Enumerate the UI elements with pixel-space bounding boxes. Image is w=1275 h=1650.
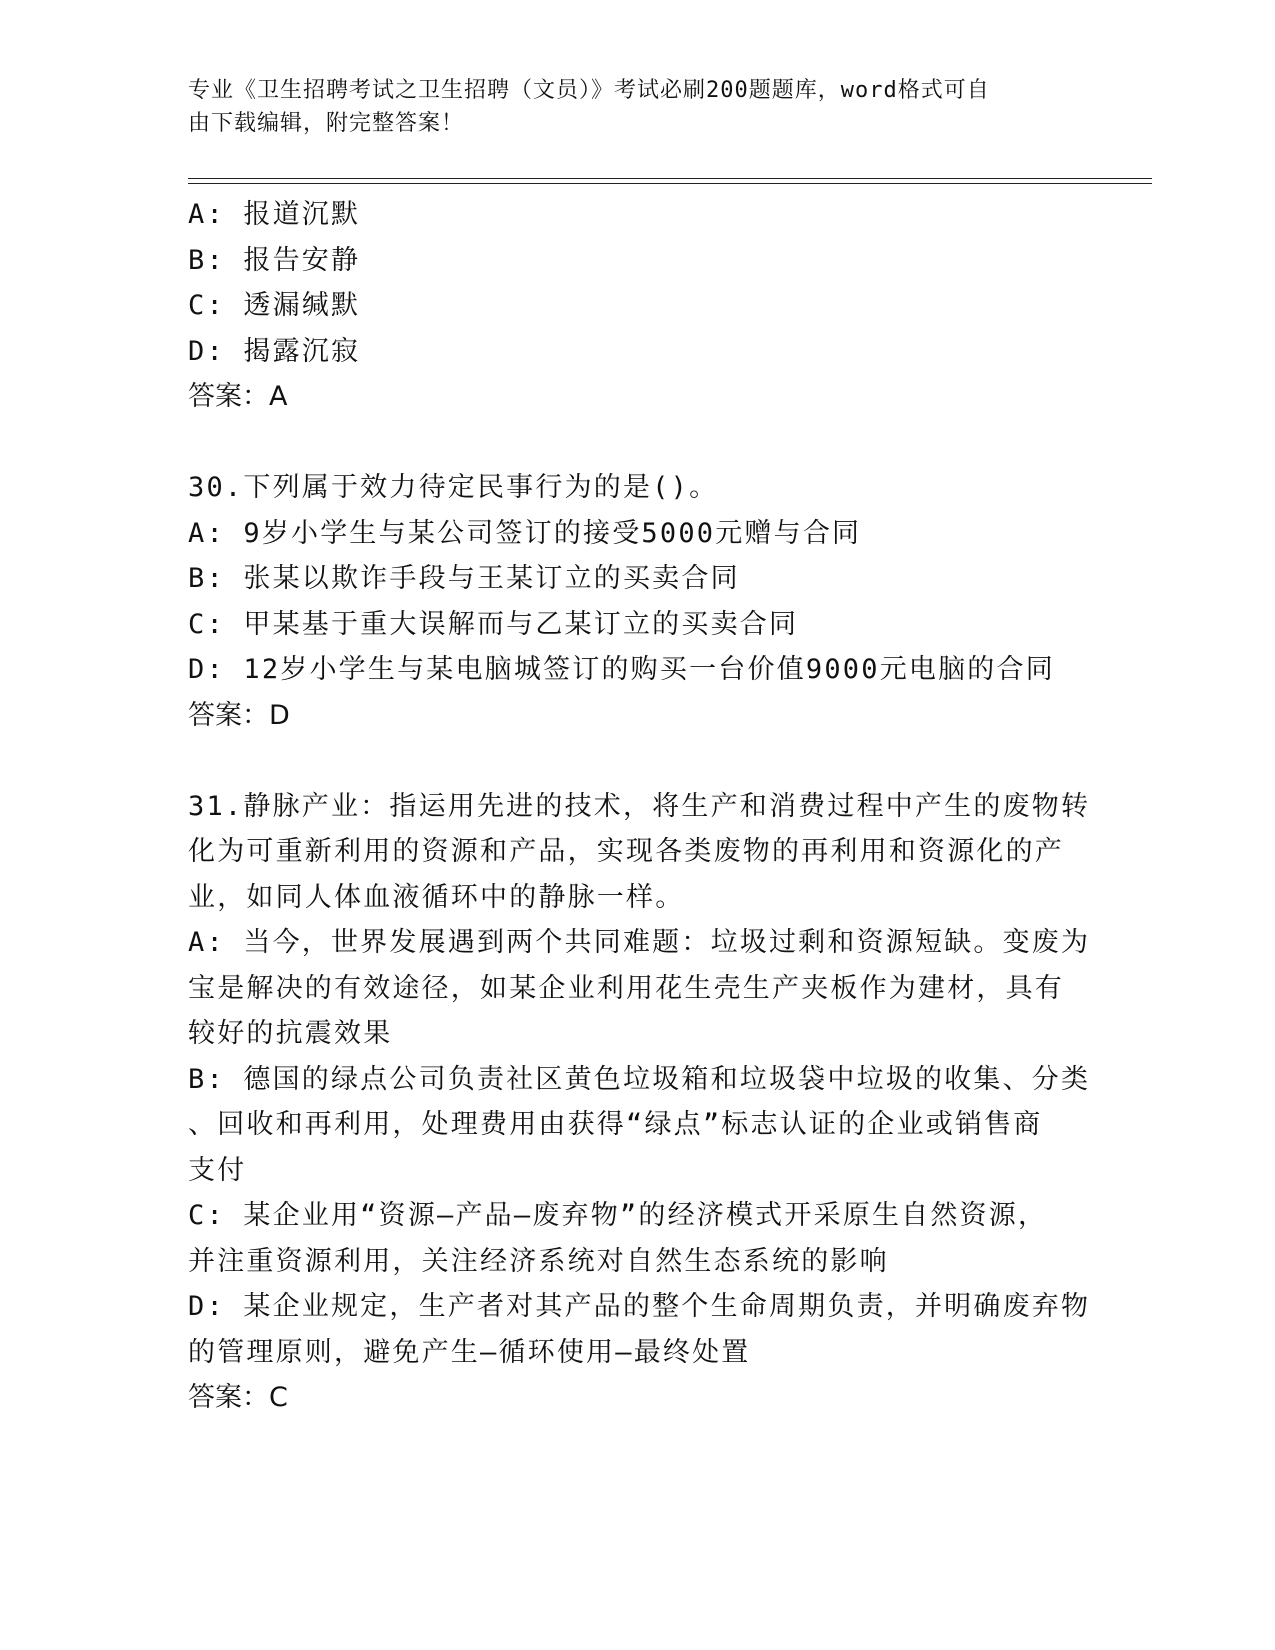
question-30 (188, 465, 1068, 738)
option-a-line: 宝是解决的有效途径，如某企业利用花生壳生产夹板作为建材，具有 (188, 972, 1064, 1004)
option-a: A: 9岁小学生与某公司签订的接受5000元赠与合同 (188, 517, 862, 549)
option-d: D: 12岁小学生与某电脑城签订的购买一台价值9000元电脑的合同 (188, 654, 1055, 685)
option-d-line: D: 某企业规定，生产者对其产品的整个生命周期负责，并明确废弃物 (188, 1291, 1091, 1322)
option-c: C: 透漏缄默 (188, 290, 361, 321)
option-b-line: 支付 (188, 1154, 247, 1186)
question-31 (188, 784, 1091, 1421)
question-stem: 30.下列属于效力待定民事行为的是()。 (188, 472, 719, 503)
header-line-1: 专业《卫生招聘考试之卫生招聘（文员）》考试必刷200题题库，word格式可自 (188, 78, 990, 103)
option-a-line: 较好的抗震效果 (188, 1018, 393, 1049)
option-b: B: 张某以欺诈手段与王某订立的买卖合同 (188, 563, 740, 594)
question-stem-line: 业，如同人体血液循环中的静脉一样。 (188, 881, 685, 913)
header-divider-bottom (188, 183, 1152, 184)
document-header (188, 74, 1068, 140)
option-b: B: 报告安静 (188, 244, 361, 276)
header-line-2: 由下载编辑，附完整答案！ (188, 111, 465, 136)
option-d-line: 的管理原则，避免产生—循环使用—最终处置 (188, 1336, 751, 1368)
question-stem-line: 31.静脉产业：指运用先进的技术，将生产和消费过程中产生的废物转 (188, 790, 1091, 822)
question-content (188, 192, 1091, 1421)
option-b-line: B: 德国的绿点公司负责社区黄色垃圾箱和垃圾袋中垃圾的收集、分类 (188, 1063, 1091, 1095)
answer-line: 答案：D (188, 699, 290, 731)
header-divider-top (188, 178, 1152, 179)
question-29 (188, 192, 1068, 420)
option-c-line: 并注重资源利用，关注经济系统对自然生态系统的影响 (188, 1245, 889, 1277)
option-c: C: 甲某基于重大误解而与乙某订立的买卖合同 (188, 608, 799, 640)
option-d: D: 揭露沉寂 (188, 335, 361, 367)
option-a: A: 报道沉默 (188, 199, 361, 230)
option-a-line: A: 当今，世界发展遇到两个共同难题：垃圾过剩和资源短缺。变废为 (188, 927, 1091, 958)
answer-line: 答案：C (188, 1382, 288, 1413)
question-stem-line: 化为可重新利用的资源和产品，实现各类废物的再利用和资源化的产 (188, 836, 1064, 867)
answer-line: 答案：A (188, 381, 288, 412)
spacer (188, 420, 1068, 466)
option-b-line: 、回收和再利用，处理费用由获得“绿点”标志认证的企业或销售商 (188, 1109, 1043, 1140)
option-c-line: C: 某企业用“资源—产品—废弃物”的经济模式开采原生自然资源， (188, 1200, 1048, 1231)
spacer (188, 738, 1068, 784)
